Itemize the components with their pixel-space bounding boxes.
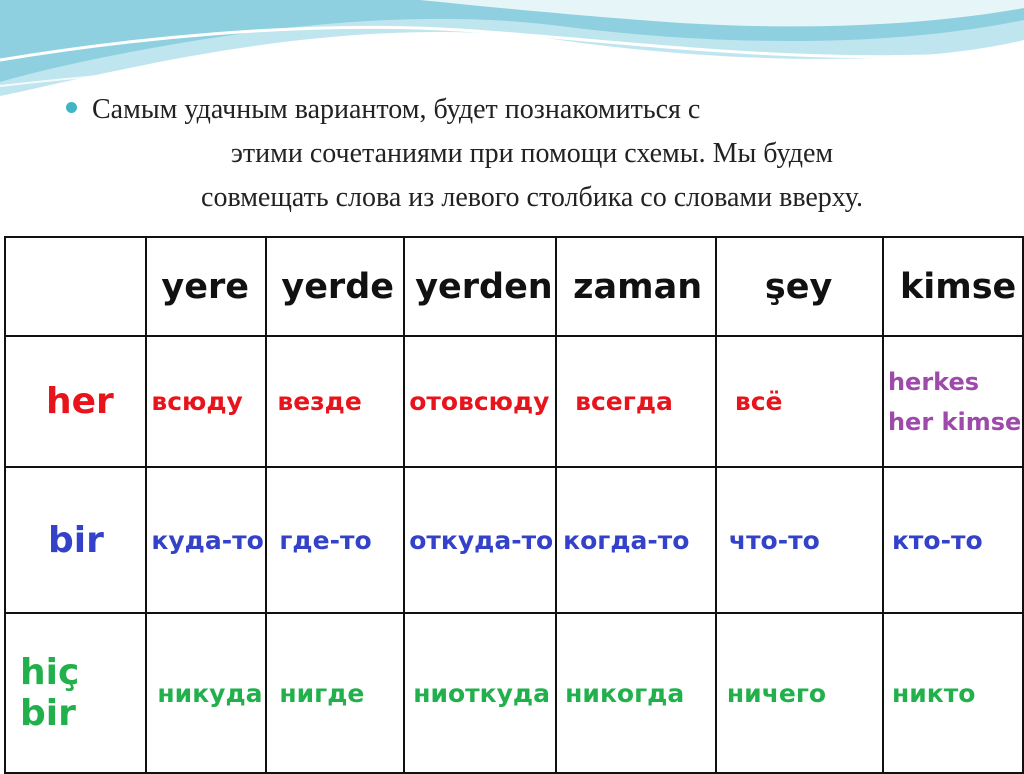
row-label-her: her [5,336,146,467]
table-header-row [5,237,1023,336]
intro-line: Самым удачным вариантом, будет познакомиться с [92,94,701,125]
intro-line: этими сочетаниями при помощи схемы. Мы будем [230,138,834,169]
table-cell: отовсюду [404,336,556,467]
intro-line: совмещать слова из левого столбика со словами вверху. [201,182,863,213]
table-cell: куда-то [146,467,266,613]
table-cell: всюду [146,336,266,467]
table-cell: ничего [716,613,883,773]
table-cell: никогда [556,613,716,773]
table-cell: нигде [266,613,404,773]
table-cell-herkes [883,336,1023,467]
cell-line: her kimse [887,407,1022,436]
header-cell: şey [716,237,883,336]
table-cell: кто-то [883,467,1023,613]
table-cell: ниоткуда [404,613,556,773]
table-cell: всё [716,336,883,467]
cell-line: herkes [887,367,980,396]
table-cell: когда-то [556,467,716,613]
header-cell: kimse [883,237,1023,336]
combination-table [4,236,1024,774]
header-cell: zaman [556,237,716,336]
table-row [5,467,1023,613]
header-cell: yerde [266,237,404,336]
header-cell: yere [146,237,266,336]
table-cell: везде [266,336,404,467]
table-cell: никто [883,613,1023,773]
table-cell: откуда-то [404,467,556,613]
table-cell: где-то [266,467,404,613]
table-cell: никуда [146,613,266,773]
table-cell: что-то [716,467,883,613]
table-row [5,613,1023,773]
table-row [5,336,1023,467]
corner-cell [5,237,146,336]
header-cell: yerden [404,237,556,336]
row-label-bir: bir [5,467,146,613]
intro-text [62,88,1002,220]
row-label-hic-bir: hiç bir [5,613,146,773]
table-cell: всегда [556,336,716,467]
